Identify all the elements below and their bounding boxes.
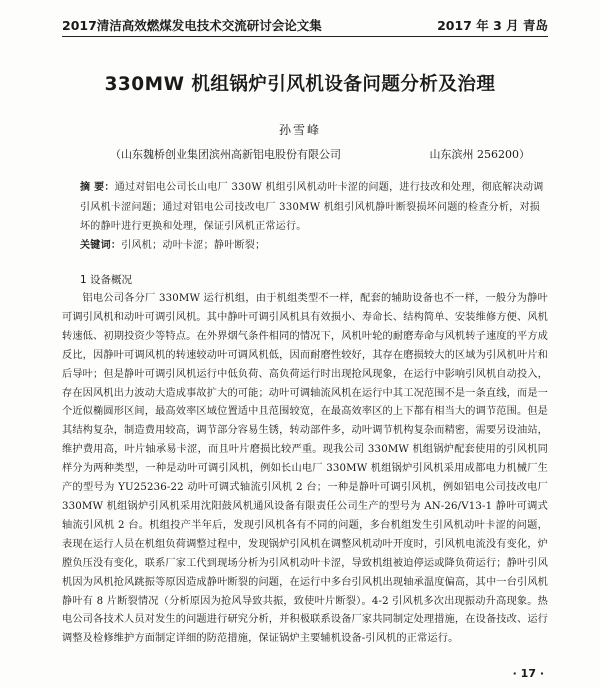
affiliation: [110, 146, 530, 162]
header-date-place: 2017 年 3 月 青岛: [437, 18, 548, 33]
affiliation-place: 山东滨州 256200）: [429, 148, 530, 161]
keywords: [80, 236, 548, 251]
paper-title: 330MW 机组锅炉引风机设备问题分析及治理: [104, 74, 496, 95]
affiliation-org: （山东魏桥创业集团滨州高新铝电股份有限公司: [110, 148, 341, 161]
abstract: [80, 178, 548, 237]
abstract-text: 通过对铝电公司长山电厂 330W 机组引风机动叶卡涩的问题，进行技改和处理，彻底解决动调引风机卡涩问题；通过对铝电公司技改电厂 330MW 机组引风机静叶断裂损坏问题的检查分析，对损坏的静叶进行更换和处理，保证引风机正常运行。: [80, 182, 544, 232]
running-header: [62, 14, 548, 37]
page-number: · 17 ·: [512, 667, 544, 680]
author: 孙雪峰: [278, 123, 321, 137]
header-conference: 2017清洁高效燃煤发电技术交流研讨会论文集: [62, 18, 322, 33]
body-paragraph: 铝电公司各分厂 330MW 运行机组，由于机组类型不一样，配套的辅助设备也不一样，一般分为静叶可调引风机和动叶可调引风机。其中静叶可调引风机具有效损小、寿命长、结构简单、安装维修方便、风机转速低、初期投资少等特点。在外界烟气条件相同的情况下，风机叶轮的耐磨寿命与风机转子速度的平方成反比，因静叶可调风机的转速较动叶可调风机低，因而耐磨性较好，其存在磨损较大的区域为引风机叶片和后导叶；但是静叶可调引风机运行中低负荷、高负荷运行时出现抢风现象，在运行中影响引风机自动投入，存在因风机出力波动大造成事故扩大的可能；动叶可调轴流风机在运行中其工况范围不是一条直线，而是一个近似椭圆形区间，最高效率区域位置适中且范围较宽，在最高效率区的上下都有相当大的调节范围。但是其结构复杂，制造费用较高，调节部分容易生锈，转动部件多，动叶调节机构复杂而精密，需要另设油站，维护费用高，叶片轴承易卡涩，而且叶片磨损比较严重。现我公司 330MW 机组锅炉配套使用的引风机同样分为两种类型，一种是动叶可调引风机，例如长山电厂 330MW 机组锅炉引风机采用成都电力机械厂生产的型号为 YU25236-22 动叶可调式轴流引风机 2 台；一种是静叶可调引风机，例如铝电公司技改电厂 330MW 机组锅炉引风机采用沈阳鼓风机通风设备有限责任公司生产的型号为 AN-26/V13-1 静叶可调式轴流引风机 2 台。机组投产半年后，发现引风机各有不同的问题，多台机组发生引风机动叶卡涩的问题，表现在运行人员在机组负荷调整过程中，发现锅炉引风机在调整风机动叶开度时，引风机电流没有变化，炉膛负压没有变化，联系厂家工代到现场分析为引风机动叶卡涩，导致机组被迫停运或降负荷运行；静叶引风机因为风机抢风跳振等原因造成静叶断裂的问题，在运行中多台引风机出现轴承温度偏高，其中一台引风机静叶有 8 片断裂情况（分析原因为抢风导致共振，致使叶片断裂）。4-2 引风机多次出现振动升高现象。热电公司各技术人员对发生的问题进行研究分析，并积极联系设备厂家共同制定处理措施，在设备技改、运行调整及检修维护方面制定详细的防范措施，保证锅炉主要辅机设备-引风机的正常运行。: [62, 293, 548, 645]
section-heading: 1 设备概况: [80, 274, 133, 286]
abstract-label: 摘 要：: [80, 182, 115, 193]
keywords-text: 引风机；动叶卡涩；静叶断裂；: [121, 240, 266, 251]
keywords-label: 关键词：: [80, 240, 122, 251]
